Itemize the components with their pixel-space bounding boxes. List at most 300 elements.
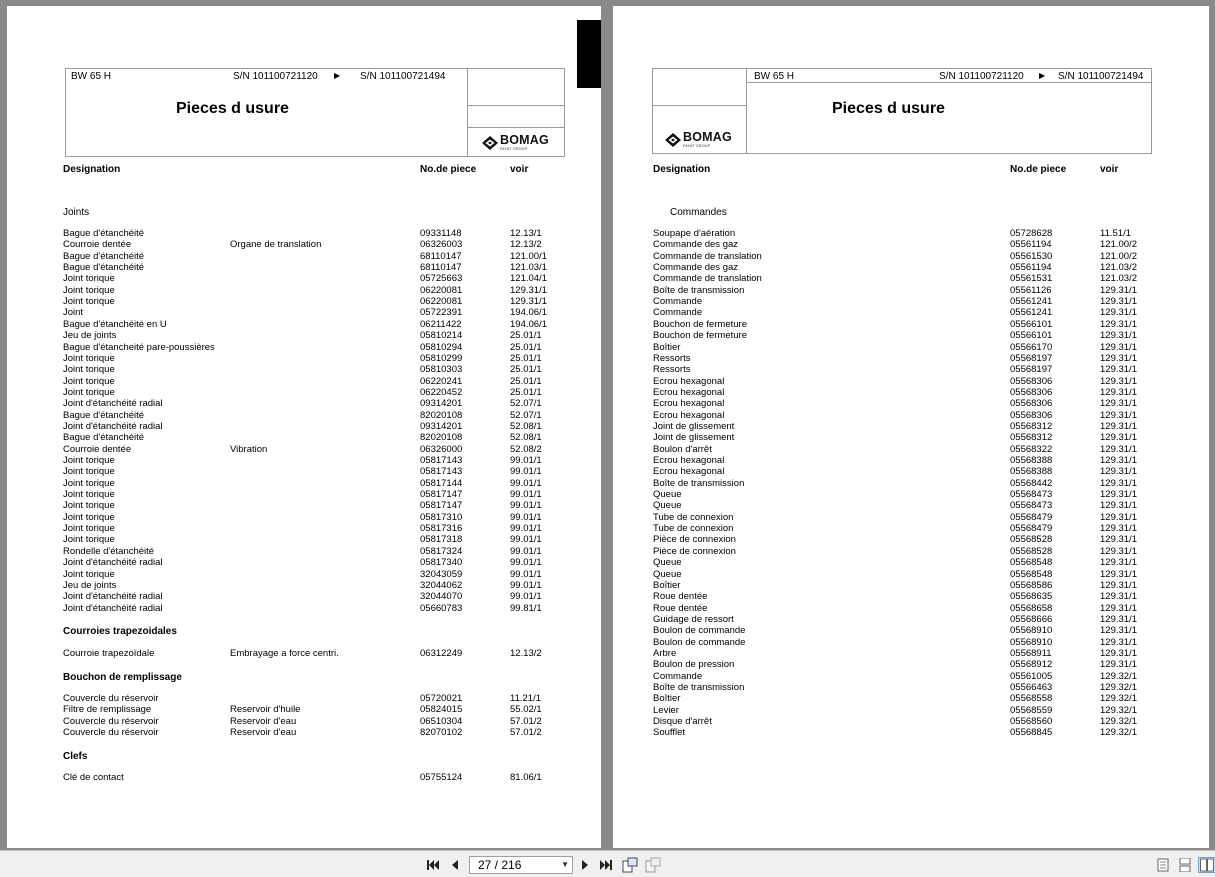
reference-cell: 129.31/1 <box>1100 579 1137 591</box>
reference-cell: 129.31/1 <box>1100 443 1137 455</box>
reference-cell: 121.04/1 <box>510 273 547 285</box>
note-cell: Embrayage a force centri. <box>230 648 339 659</box>
part-number-cell: 06220241 <box>420 375 463 387</box>
reference-cell: 129.31/1 <box>1100 636 1137 648</box>
page-title: Pieces d usure <box>176 100 289 117</box>
continuous-icon <box>1179 858 1191 872</box>
designation-cell: Soufflet <box>653 727 686 739</box>
table-row <box>7 512 601 523</box>
col-designation: Designation <box>63 164 121 175</box>
continuous-view-button[interactable] <box>1177 857 1193 873</box>
reference-cell: 25.01/1 <box>510 341 542 353</box>
designation-cell: Bague d'étanchéité <box>63 262 145 274</box>
reference-cell: 129.31/1 <box>1100 500 1137 512</box>
part-number-cell: 05728628 <box>1010 228 1053 239</box>
part-number-cell: 05561194 <box>1010 262 1052 274</box>
reference-cell: 129.31/1 <box>1100 602 1137 614</box>
part-number-cell: 05568197 <box>1010 364 1053 376</box>
table-row <box>7 489 601 500</box>
table-row <box>7 387 601 398</box>
fit-page-button[interactable] <box>645 857 661 873</box>
arrow-right-icon: ▶ <box>334 71 341 80</box>
page-number-value: 27 / 216 <box>478 858 522 872</box>
designation-cell: Boîtier <box>653 341 681 353</box>
designation-cell: Couvercle du réservoir <box>63 715 159 727</box>
table-row <box>613 273 1209 284</box>
table-row <box>7 466 601 477</box>
designation-cell: Boîte de transmission <box>653 682 745 693</box>
part-number-cell: 05566101 <box>1010 330 1053 342</box>
table-row <box>7 432 601 443</box>
designation-cell: Ecrou hexagonal <box>653 375 725 387</box>
header-model: BW 65 H <box>71 71 112 82</box>
designation-cell: Tube de connexion <box>653 511 734 523</box>
header-divider <box>467 69 468 156</box>
next-page-button[interactable] <box>577 857 593 873</box>
reference-cell: 55.02/1 <box>510 704 542 716</box>
reference-cell: 129.31/1 <box>1100 625 1137 637</box>
fit-page-icon <box>645 857 661 873</box>
part-number-cell: 05568910 <box>1010 636 1053 648</box>
table-row <box>613 262 1209 273</box>
table-row <box>613 727 1209 738</box>
pdf-page-right <box>613 6 1209 848</box>
part-number-cell: 05568666 <box>1010 613 1053 625</box>
table-row <box>613 705 1209 716</box>
reference-cell: 129.31/1 <box>1100 307 1137 319</box>
part-number-cell: 68110147 <box>420 262 462 274</box>
part-number-cell: 05817340 <box>420 557 463 569</box>
designation-cell: Joint torique <box>63 523 115 535</box>
part-number-cell: 32044070 <box>420 591 463 603</box>
table-row <box>7 478 601 489</box>
designation-cell: Bague d'étanchéité en U <box>63 318 167 330</box>
part-number-cell: 05568559 <box>1010 704 1053 716</box>
part-number-cell: 05568548 <box>1010 557 1053 569</box>
designation-cell: Boîtier <box>653 579 681 591</box>
reference-cell: 99.01/1 <box>510 568 542 580</box>
table-row <box>7 569 601 580</box>
reference-cell: 25.01/1 <box>510 364 542 376</box>
bomag-logo-icon <box>665 133 681 147</box>
table-row <box>613 500 1209 511</box>
reference-cell: 129.31/1 <box>1100 432 1137 444</box>
designation-cell: Joint <box>63 307 84 319</box>
reference-cell: 129.31/1 <box>1100 318 1137 330</box>
table-row <box>7 251 601 262</box>
designation-cell: Ecrou hexagonal <box>653 455 725 466</box>
section-title: Bouchon de remplissage <box>63 672 182 683</box>
table-row <box>7 410 601 421</box>
part-number-cell: 05568912 <box>1010 659 1053 671</box>
reference-cell: 11.21/1 <box>510 693 541 704</box>
section-title-commandes: Commandes <box>670 207 727 218</box>
table-row <box>613 569 1209 580</box>
designation-cell: Soupape d'aération <box>653 228 736 239</box>
table-row <box>7 342 601 353</box>
header-sn-from: S/N 101100721120 <box>233 71 318 82</box>
reference-cell: 52.08/1 <box>510 420 542 432</box>
table-row <box>613 693 1209 704</box>
table-row <box>7 648 601 659</box>
table-row <box>7 580 601 591</box>
table-row <box>7 273 601 284</box>
reference-cell: 121.03/1 <box>510 262 547 274</box>
table-row <box>7 330 601 341</box>
table-row <box>613 364 1209 375</box>
reference-cell: 129.31/1 <box>1100 284 1137 296</box>
designation-cell: Boulon de commande <box>653 636 746 648</box>
designation-cell: Clé de contact <box>63 772 124 783</box>
reference-cell: 12.13/2 <box>510 239 542 251</box>
reference-cell: 129.31/1 <box>1100 420 1137 432</box>
reference-cell: 25.01/1 <box>510 352 542 364</box>
reference-cell: 129.32/1 <box>1100 704 1137 716</box>
reference-cell: 99.01/1 <box>510 534 542 546</box>
table-row <box>613 421 1209 432</box>
designation-cell: Joint d'étanchéité radial <box>63 602 163 614</box>
table-row <box>7 557 601 568</box>
reference-cell: 194.06/1 <box>510 307 547 319</box>
part-number-cell: 06326003 <box>420 239 463 251</box>
part-number-cell: 05568473 <box>1010 500 1053 512</box>
table-row <box>613 239 1209 250</box>
part-number-cell: 06220081 <box>420 284 463 296</box>
designation-cell: Joint de glissement <box>653 420 735 432</box>
part-number-cell: 05568306 <box>1010 386 1053 398</box>
first-page-button[interactable] <box>425 857 441 873</box>
part-number-cell: 05720021 <box>420 693 463 704</box>
part-number-cell: 05561005 <box>1010 670 1053 682</box>
part-number-cell: 05817324 <box>420 545 463 557</box>
two-page-view-button[interactable] <box>1198 857 1215 873</box>
designation-cell: Joint d'étanchéité radial <box>63 557 163 569</box>
reference-cell: 99.01/1 <box>510 511 542 523</box>
designation-cell: Commande de translation <box>653 250 762 262</box>
reference-cell: 99.01/1 <box>510 591 542 603</box>
reference-cell: 121.03/2 <box>1100 262 1137 274</box>
part-number-cell: 05568479 <box>1010 511 1053 523</box>
reference-cell: 121.03/2 <box>1100 273 1137 285</box>
part-number-cell: 05568388 <box>1010 466 1053 478</box>
header-divider <box>746 82 1151 83</box>
table-row <box>613 410 1209 421</box>
part-number-cell: 05561241 <box>1010 296 1053 308</box>
designation-cell: Joint d'étanchéité radial <box>63 591 163 603</box>
reference-cell: 99.01/1 <box>510 500 542 512</box>
col-see: voir <box>1100 164 1119 175</box>
part-number-cell: 05561531 <box>1010 273 1053 285</box>
bomag-logo <box>665 131 732 148</box>
col-part-no: No.de piece <box>1010 164 1067 175</box>
designation-cell: Queue <box>653 557 682 569</box>
table-row <box>613 387 1209 398</box>
prev-page-icon <box>450 859 460 871</box>
reference-cell: 121.00/2 <box>1100 239 1137 251</box>
part-number-cell: 05810294 <box>420 341 463 353</box>
table-row <box>613 671 1209 682</box>
part-number-cell: 82020108 <box>420 432 463 444</box>
part-number-cell: 32043059 <box>420 568 463 580</box>
table-row <box>613 580 1209 591</box>
designation-cell: Bouchon de fermeture <box>653 318 748 330</box>
designation-cell: Commande <box>653 296 703 308</box>
prev-page-button[interactable] <box>447 857 463 873</box>
designation-cell: Joint torique <box>63 568 115 580</box>
table-row <box>613 591 1209 602</box>
table-row <box>613 398 1209 409</box>
reference-cell: 52.07/1 <box>510 398 542 410</box>
reference-cell: 129.31/1 <box>1100 647 1137 659</box>
table-row <box>7 228 601 239</box>
note-cell: Organe de translation <box>230 239 322 251</box>
designation-cell: Jeu de joints <box>63 579 117 591</box>
table-row <box>613 307 1209 318</box>
part-number-cell: 05824015 <box>420 704 463 716</box>
single-page-view-button[interactable] <box>1155 857 1171 873</box>
part-number-cell: 05561126 <box>1010 284 1052 296</box>
designation-cell: Bague d'étanchéité <box>63 409 145 421</box>
reference-cell: 25.01/1 <box>510 386 542 398</box>
col-designation: Designation <box>653 164 711 175</box>
table-row <box>613 330 1209 341</box>
designation-cell: Bague d'étanchéité <box>63 250 145 262</box>
reference-cell: 129.31/1 <box>1100 557 1137 569</box>
designation-cell: Rondelle d'étanchéité <box>63 545 155 557</box>
reference-cell: 129.31/1 <box>1100 568 1137 580</box>
reference-cell: 129.31/1 <box>1100 489 1137 501</box>
bomag-logo <box>482 134 549 151</box>
page-number-input[interactable] <box>469 856 573 874</box>
designation-cell: Commande des gaz <box>653 262 739 274</box>
designation-cell: Joint torique <box>63 352 115 364</box>
reference-cell: 129.31/1 <box>1100 659 1137 671</box>
part-number-cell: 05568910 <box>1010 625 1053 637</box>
designation-cell: Disque d'arrêt <box>653 716 712 728</box>
page-title: Pieces d usure <box>832 100 945 117</box>
part-number-cell: 05755124 <box>420 772 463 783</box>
reference-cell: 99.01/1 <box>510 523 542 535</box>
logo-subtext: FAYAT GROUP <box>500 146 528 151</box>
designation-cell: Couvercle du réservoir <box>63 727 159 739</box>
designation-cell: Joint torique <box>63 489 115 501</box>
part-number-cell: 05568306 <box>1010 398 1053 410</box>
header-divider <box>467 105 565 106</box>
reference-cell: 25.01/1 <box>510 375 542 387</box>
designation-cell: Ecrou hexagonal <box>653 386 725 398</box>
designation-cell: Arbre <box>653 647 677 659</box>
reference-cell: 12.13/2 <box>510 648 542 659</box>
header-divider <box>467 127 565 128</box>
designation-cell: Boulon d'arrêt <box>653 443 712 455</box>
table-row <box>7 693 601 704</box>
designation-cell: Joint torique <box>63 386 115 398</box>
part-number-cell: 05568306 <box>1010 409 1053 421</box>
table-row <box>613 285 1209 296</box>
reference-cell: 194.06/1 <box>510 318 547 330</box>
designation-cell: Filtre de remplissage <box>63 704 152 716</box>
designation-cell: Joint torique <box>63 364 115 376</box>
part-number-cell: 05817147 <box>420 500 463 512</box>
table-row <box>7 444 601 455</box>
part-number-cell: 05561194 <box>1010 239 1052 251</box>
header-sn-from: S/N 101100721120 <box>939 71 1024 82</box>
reference-cell: 57.01/2 <box>510 715 542 727</box>
designation-cell: Commande de translation <box>653 273 762 285</box>
reference-cell: 121.00/2 <box>1100 250 1137 262</box>
table-row <box>7 716 601 727</box>
part-number-cell: 05817143 <box>420 455 463 466</box>
page-header-box <box>652 68 1152 154</box>
part-number-cell: 05568442 <box>1010 477 1053 489</box>
table-row <box>613 444 1209 455</box>
table-row <box>613 251 1209 262</box>
header-sn-to: S/N 101100721494 <box>1058 71 1144 82</box>
part-number-cell: 05817144 <box>420 477 463 489</box>
reference-cell: 99.01/1 <box>510 455 542 466</box>
table-row <box>7 353 601 364</box>
reference-cell: 129.31/1 <box>1100 341 1137 353</box>
table-row <box>7 262 601 273</box>
reference-cell: 129.31/1 <box>1100 613 1137 625</box>
table-row <box>7 546 601 557</box>
table-row <box>613 455 1209 466</box>
designation-cell: Bague d'étanchéité <box>63 432 145 444</box>
reference-cell: 129.31/1 <box>1100 409 1137 421</box>
single-page-icon <box>1157 858 1169 872</box>
arrow-right-icon: ▶ <box>1039 71 1046 80</box>
logo-text: BOMAG <box>683 130 732 144</box>
first-page-icon <box>426 859 440 871</box>
designation-cell: Courroie trapezoïdale <box>63 648 155 659</box>
table-row <box>7 398 601 409</box>
part-number-cell: 05817143 <box>420 466 463 478</box>
table-row <box>613 625 1209 636</box>
designation-cell: Pièce de connexion <box>653 534 736 546</box>
table-row <box>7 523 601 534</box>
section-title: Clefs <box>63 751 88 762</box>
table-row <box>613 534 1209 545</box>
last-page-button[interactable] <box>598 857 614 873</box>
designation-cell: Pièce de connexion <box>653 545 736 557</box>
designation-cell: Boîte de transmission <box>653 477 745 489</box>
reference-cell: 129.31/1 <box>1100 386 1137 398</box>
part-number-cell: 68110147 <box>420 250 462 262</box>
designation-cell: Tube de connexion <box>653 523 734 535</box>
designation-cell: Ecrou hexagonal <box>653 409 725 421</box>
part-number-cell: 09331148 <box>420 228 462 239</box>
table-row <box>613 648 1209 659</box>
designation-cell: Boîtier <box>653 693 681 705</box>
designation-cell: Ressorts <box>653 364 691 376</box>
table-row <box>7 364 601 375</box>
reference-cell: 99.81/1 <box>510 602 542 614</box>
part-number-cell: 06510304 <box>420 715 463 727</box>
designation-cell: Courroie dentée <box>63 443 132 455</box>
reference-cell: 129.31/1 <box>1100 534 1137 546</box>
reference-cell: 129.32/1 <box>1100 727 1137 739</box>
rotate-button[interactable] <box>622 857 638 873</box>
reference-cell: 129.31/1 <box>1100 591 1137 603</box>
table-row <box>7 239 601 250</box>
part-number-cell: 05568388 <box>1010 455 1053 466</box>
part-number-cell: 05568306 <box>1010 375 1053 387</box>
table-row <box>7 376 601 387</box>
part-number-cell: 06312249 <box>420 648 463 659</box>
reference-cell: 129.31/1 <box>1100 375 1137 387</box>
reference-cell: 57.01/2 <box>510 727 542 739</box>
table-row <box>613 376 1209 387</box>
header-divider <box>653 105 746 106</box>
designation-cell: Guidage de ressort <box>653 613 734 625</box>
note-cell: Reservoir d'huile <box>230 704 301 716</box>
reference-cell: 129.31/1 <box>1100 545 1137 557</box>
pdf-page-left <box>7 6 601 848</box>
table-row <box>7 500 601 511</box>
part-number-cell: 05561241 <box>1010 307 1053 319</box>
header-sn-to: S/N 101100721494 <box>360 71 446 82</box>
part-number-cell: 05566463 <box>1010 682 1053 693</box>
reference-cell: 129.32/1 <box>1100 693 1137 705</box>
reference-cell: 11.51/1 <box>1100 228 1131 239</box>
reference-cell: 99.01/1 <box>510 579 542 591</box>
table-row <box>7 772 601 783</box>
part-number-cell: 05810214 <box>420 330 463 342</box>
reference-cell: 129.32/1 <box>1100 682 1137 693</box>
part-number-cell: 05568558 <box>1010 693 1053 705</box>
table-row <box>613 228 1209 239</box>
part-number-cell: 06220452 <box>420 386 463 398</box>
designation-cell: Joint d'étanchéité radial <box>63 420 163 432</box>
part-number-cell: 05568586 <box>1010 579 1053 591</box>
chevron-down-icon[interactable]: ▼ <box>561 860 569 869</box>
reference-cell: 25.01/1 <box>510 330 542 342</box>
section-title: Courroies trapezoidales <box>63 626 177 637</box>
designation-cell: Joint torique <box>63 273 115 285</box>
part-number-cell: 05566170 <box>1010 341 1053 353</box>
part-number-cell: 06220081 <box>420 296 463 308</box>
reference-cell: 99.01/1 <box>510 466 542 478</box>
note-cell: Reservoir d'eau <box>230 727 297 739</box>
table-row <box>7 319 601 330</box>
table-row <box>613 523 1209 534</box>
part-number-cell: 82070102 <box>420 727 463 739</box>
part-number-cell: 05568845 <box>1010 727 1053 739</box>
part-number-cell: 06211422 <box>420 318 462 330</box>
table-row <box>613 478 1209 489</box>
designation-cell: Joint de glissement <box>653 432 735 444</box>
bomag-logo-icon <box>482 136 498 150</box>
reference-cell: 52.07/1 <box>510 409 542 421</box>
table-row <box>613 319 1209 330</box>
designation-cell: Ecrou hexagonal <box>653 466 725 478</box>
reference-cell: 129.31/1 <box>1100 330 1137 342</box>
table-row <box>613 682 1209 693</box>
table-row <box>7 296 601 307</box>
part-number-cell: 09314201 <box>420 398 463 410</box>
designation-cell: Joint torique <box>63 534 115 546</box>
designation-cell: Roue dentée <box>653 602 708 614</box>
designation-cell: Commande <box>653 307 703 319</box>
table-row <box>613 603 1209 614</box>
designation-cell: Queue <box>653 568 682 580</box>
reference-cell: 129.31/1 <box>1100 477 1137 489</box>
reference-cell: 129.32/1 <box>1100 716 1137 728</box>
table-row <box>7 285 601 296</box>
reference-cell: 129.31/1 <box>510 284 547 296</box>
part-number-cell: 05568528 <box>1010 545 1053 557</box>
designation-cell: Queue <box>653 500 682 512</box>
